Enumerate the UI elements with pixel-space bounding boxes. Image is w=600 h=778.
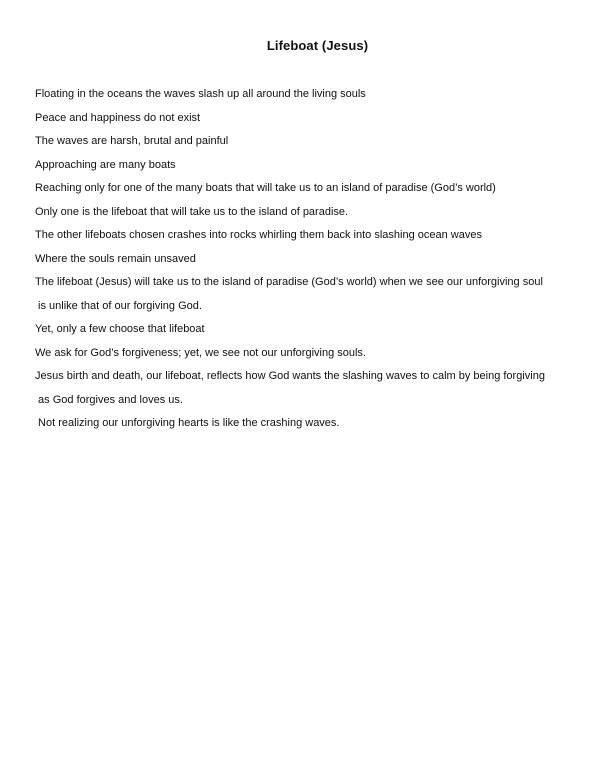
poem-line: as God forgives and loves us. — [35, 393, 183, 406]
poem-body — [35, 86, 575, 439]
poem-title: Lifeboat (Jesus) — [266, 38, 369, 53]
poem-line: The lifeboat (Jesus) will take us to the island of paradise (God’s world) when we see our unforgiving soul — [35, 276, 543, 288]
poem-line: We ask for God’s forgiveness; yet, we see not our unforgiving souls. — [35, 346, 366, 359]
poem-line: Jesus birth and death, our lifeboat, reflects how God wants the slashing waves to calm by being forgiving — [35, 370, 545, 382]
poem-line: Only one is the lifeboat that will take us to the island of paradise. — [35, 205, 349, 218]
poem-line: is unlike that of our forgiving God. — [35, 299, 202, 312]
poem-line: The other lifeboats chosen crashes into rocks whirling them back into slashing ocean waves — [35, 229, 482, 241]
poem-line: Where the souls remain unsaved — [35, 252, 196, 265]
poem-line: Approaching are many boats — [35, 158, 176, 171]
poem-line: The waves are harsh, brutal and painful — [35, 135, 229, 147]
poem-line: Not realizing our unforgiving hearts is like the crashing waves. — [35, 417, 340, 429]
poem-line: Yet, only a few choose that lifeboat — [35, 323, 205, 335]
poem-line: Reaching only for one of the many boats that will take us to an island of paradise (God’s world) — [35, 182, 496, 194]
poem-line: Floating in the oceans the waves slash up all around the living souls — [35, 88, 366, 100]
poem-line: Peace and happiness do not exist — [35, 111, 201, 124]
